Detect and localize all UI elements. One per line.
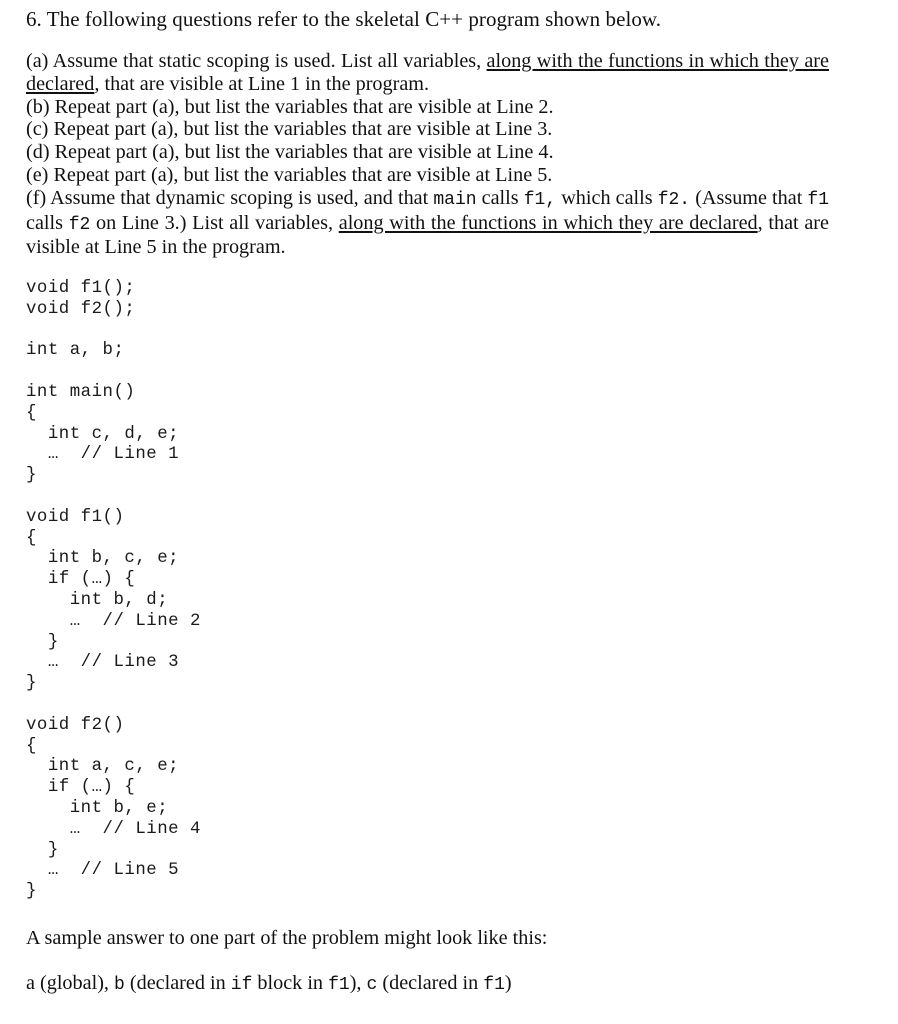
part-f [26, 187, 829, 259]
code-line: } [26, 674, 37, 694]
code-line: … // Line 3 [26, 653, 180, 673]
code-line: int a, c, e; [26, 757, 180, 777]
part-c: (c) Repeat part (a), but list the variables that are visible at Line 3. [26, 118, 553, 141]
code-line: int b, e; [26, 798, 169, 818]
part-f-text: on Line 3.) List all variables, [90, 211, 339, 234]
sample-answer-text: (declared in [124, 972, 231, 994]
sample-answer-text: (declared in [377, 972, 484, 994]
code-listing [26, 279, 201, 903]
code-line: int b, c, e; [26, 549, 180, 569]
part-a-underlined-text: along with the functions in which they are declared [26, 50, 829, 95]
part-b: (b) Repeat part (a), but list the variables that are visible at Line 2. [26, 95, 554, 118]
sample-answer-code: c [366, 975, 378, 995]
code-line: … // Line 1 [26, 445, 180, 465]
part-f-code: f2 [68, 214, 91, 235]
code-line: int a, b; [26, 341, 125, 361]
sample-answer-code: f1 [328, 975, 350, 995]
code-line: void f2() [26, 715, 125, 735]
part-f-text: (f) Assume that dynamic scoping is used, and that [26, 186, 434, 209]
code-line: } [26, 466, 37, 486]
part-d: (d) Repeat part (a), but list the variables that are visible at Line 4. [26, 141, 554, 164]
code-line: if (…) { [26, 570, 136, 590]
code-line: int main() [26, 382, 136, 402]
code-line: { [26, 403, 37, 423]
part-f-code: f1 [807, 189, 829, 210]
code-line: … // Line 2 [26, 611, 201, 631]
code-line: void f1() [26, 507, 125, 527]
sample-answer-text: a (global), [26, 972, 115, 994]
code-line: int b, d; [26, 590, 169, 610]
part-f-code: f1, [523, 189, 557, 210]
code-line: … // Line 4 [26, 819, 201, 839]
part-f-text: (Assume that [690, 186, 808, 209]
part-f-code: main [433, 189, 477, 210]
sample-answer [26, 971, 512, 997]
part-e: (e) Repeat part (a), but list the variables that are visible at Line 5. [26, 163, 553, 186]
part-f-code: f2. [657, 189, 691, 210]
code-line: … // Line 5 [26, 861, 180, 881]
question-parts [26, 50, 829, 259]
sample-answer-code: b [114, 975, 125, 995]
code-line: } [26, 632, 59, 652]
code-line: } [26, 882, 37, 902]
sample-answer-code: if [230, 975, 253, 995]
part-f-underlined-text: along with the functions in which they are declared [338, 211, 758, 234]
sample-answer-code: f1 [483, 975, 505, 995]
code-line: { [26, 528, 37, 548]
part-a-text-start: (a) Assume that static scoping is used. List all variables, [26, 50, 487, 72]
sample-answer-text: block in [252, 972, 329, 994]
code-line: { [26, 736, 37, 756]
part-a-text-end: , that are visible at Line 1 in the program. [94, 72, 430, 95]
sample-answer-text: ), [349, 972, 367, 994]
code-line: } [26, 840, 59, 860]
code-line [26, 362, 201, 383]
code-line: void f2(); [26, 299, 136, 319]
code-line [26, 487, 201, 508]
sample-answer-text: ) [504, 972, 512, 994]
code-line: int c, d, e; [26, 424, 180, 444]
part-f-text: , that are visible at Line 5 in the program. [26, 211, 829, 259]
part-a [26, 50, 829, 96]
question-heading: 6. The following questions refer to the skeletal C++ program shown below. [26, 7, 662, 31]
sample-intro: A sample answer to one part of the problem might look like this: [26, 927, 548, 949]
code-line [26, 321, 201, 342]
part-f-text: calls [476, 186, 524, 209]
code-line [26, 695, 201, 716]
code-line: if (…) { [26, 778, 136, 798]
part-f-text: which calls [556, 186, 658, 209]
part-f-text: calls [26, 211, 69, 234]
code-line: void f1(); [26, 279, 136, 298]
